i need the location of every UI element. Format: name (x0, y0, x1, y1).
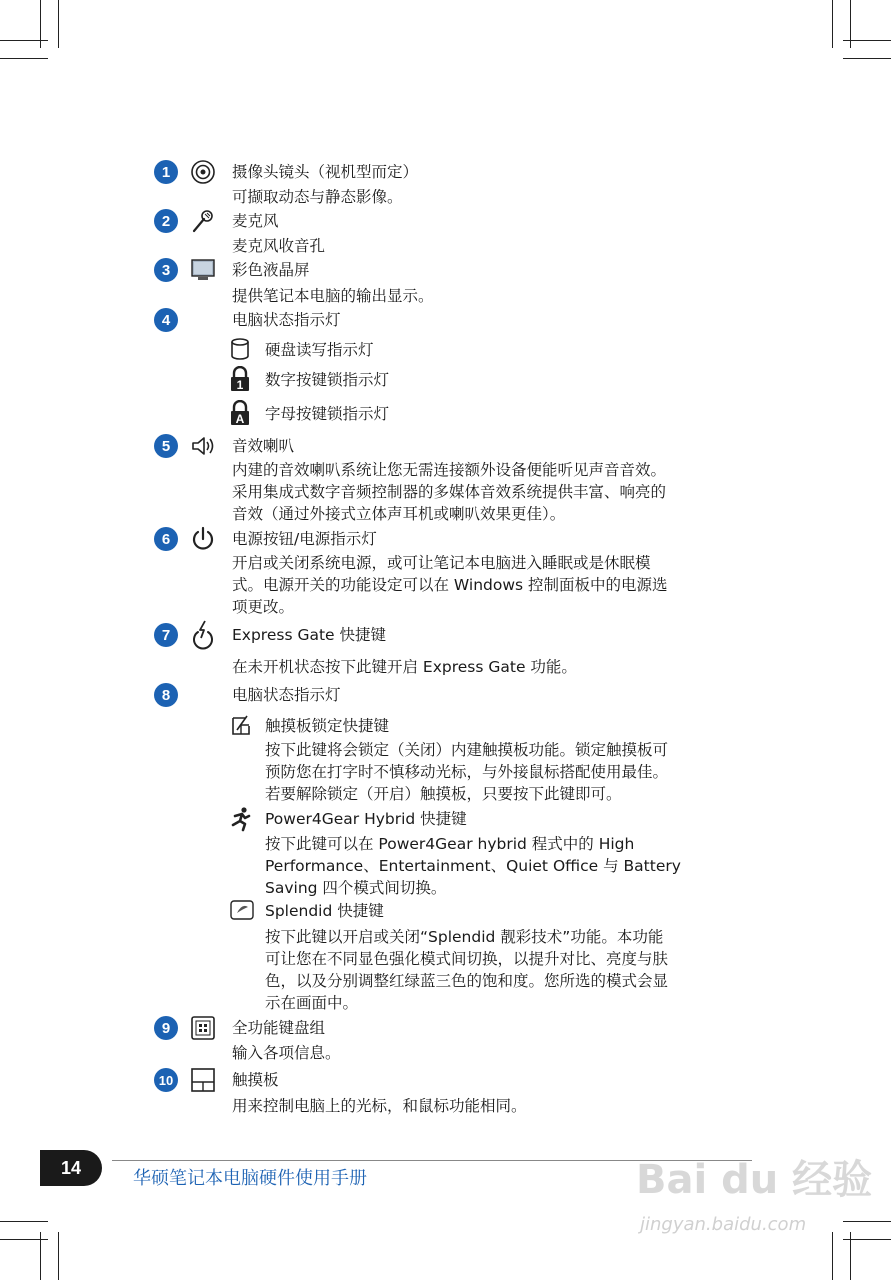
watermark-logo: Bai du 经验 (636, 1157, 873, 1203)
item-desc: 开启或关闭系统电源，或可让笔记本电脑进入睡眠或是休眠模 (232, 554, 651, 572)
crop-mark (58, 0, 59, 48)
item-title: 麦克风 (232, 212, 279, 230)
item-desc: 用来控制电脑上的光标，和鼠标功能相同。 (232, 1097, 527, 1115)
hotkey-label: Power4Gear Hybrid 快捷键 (265, 810, 467, 828)
item-desc: 采用集成式数字音频控制器的多媒体音效系统提供丰富、响亮的 (232, 483, 667, 501)
microphone-icon (190, 208, 218, 236)
status-light-label: 数字按键锁指示灯 (265, 371, 390, 389)
touchpad-icon (190, 1067, 218, 1095)
crop-mark (843, 1239, 891, 1240)
item-desc: 提供笔记本电脑的输出显示。 (232, 287, 434, 305)
footer-title: 华硕笔记本电脑硬件使用手册 (133, 1168, 367, 1189)
item-number: 9 (154, 1016, 178, 1040)
hotkey-desc: Performance、Entertainment、Quiet Office 与 Battery (265, 857, 681, 875)
item-title: 触摸板 (232, 1071, 279, 1089)
hotkey-desc: 可让您在不同显色强化模式间切换，以提升对比、亮度与肤 (265, 950, 669, 968)
hotkey-desc: 按下此键可以在 Power4Gear hybrid 程式中的 High (265, 835, 635, 853)
crop-mark (0, 1221, 48, 1222)
power4gear-icon (229, 806, 255, 832)
splendid-icon (229, 899, 255, 925)
crop-mark (0, 58, 48, 59)
item-number: 4 (154, 308, 178, 332)
keyboard-icon (190, 1015, 218, 1043)
item-number: 3 (154, 258, 178, 282)
svg-text:A: A (235, 412, 245, 426)
item-number: 1 (154, 160, 178, 184)
power-icon (190, 526, 218, 554)
item-desc: 内建的音效喇叭系统让您无需连接额外设备便能听见声音音效。 (232, 461, 667, 479)
crop-mark (843, 58, 891, 59)
watermark-url: jingyan.baidu.com (640, 1214, 807, 1235)
crop-mark (832, 0, 833, 48)
item-title: 摄像头镜头（视机型而定） (232, 163, 419, 181)
crop-mark (0, 40, 48, 41)
item-desc: 在未开机状态按下此键开启 Express Gate 功能。 (232, 658, 577, 676)
crop-mark (0, 1239, 48, 1240)
hotkey-desc: 色，以及分别调整红绿蓝三色的饱和度。您所选的模式会显 (265, 972, 669, 990)
status-light-label: 硬盘读写指示灯 (265, 341, 374, 359)
crop-mark (832, 1232, 833, 1280)
item-title: 电源按钮/电源指示灯 (232, 530, 377, 548)
item-title: 全功能键盘组 (232, 1019, 326, 1037)
caps-lock-icon (229, 400, 255, 426)
hotkey-desc: 按下此键以开启或关闭“Splendid 靓彩技术”功能。本功能 (265, 928, 664, 946)
touchpad-lock-icon (229, 714, 255, 740)
express-gate-icon (190, 620, 218, 648)
svg-text:1: 1 (236, 378, 244, 392)
item-desc: 式。电源开关的功能设定可以在 Windows 控制面板中的电源选 (232, 576, 668, 594)
item-desc: 项更改。 (232, 598, 295, 616)
item-title: 音效喇叭 (232, 437, 295, 455)
item-number: 2 (154, 209, 178, 233)
num-lock-icon (229, 366, 255, 392)
hotkey-desc: Saving 四个模式间切换。 (265, 879, 447, 897)
item-number: 6 (154, 527, 178, 551)
item-desc: 音效（通过外接式立体声耳机或喇叭效果更佳）。 (232, 505, 566, 523)
item-title: Express Gate 快捷键 (232, 626, 387, 644)
status-light-label: 字母按键锁指示灯 (265, 405, 390, 423)
hotkey-desc: 预防您在打字时不慎移动光标，与外接鼠标搭配使用最佳。 (265, 763, 669, 781)
item-title: 电脑状态指示灯 (232, 311, 341, 329)
hotkey-label: 触摸板锁定快捷键 (265, 717, 390, 735)
hotkey-desc: 若要解除锁定（开启）触摸板，只要按下此键即可。 (265, 785, 622, 803)
hotkey-desc: 按下此键将会锁定（关闭）内建触摸板功能。锁定触摸板可 (265, 741, 669, 759)
item-desc: 输入各项信息。 (232, 1044, 341, 1062)
crop-mark (843, 1221, 891, 1222)
crop-mark (843, 40, 891, 41)
item-desc: 麦克风收音孔 (232, 237, 326, 255)
item-desc: 可撷取动态与静态影像。 (232, 188, 403, 206)
hotkey-label: Splendid 快捷键 (265, 902, 384, 920)
item-number: 7 (154, 623, 178, 647)
crop-mark (58, 1232, 59, 1280)
hotkey-desc: 示在画面中。 (265, 994, 359, 1012)
item-number: 5 (154, 434, 178, 458)
item-number: 8 (154, 683, 178, 707)
page-number: 14 (40, 1150, 102, 1186)
item-number: 10 (154, 1068, 178, 1092)
item-title: 彩色液晶屏 (232, 261, 310, 279)
speaker-icon (190, 433, 218, 461)
hdd-icon (229, 337, 255, 363)
camera-icon (190, 159, 218, 187)
lcd-monitor-icon (190, 257, 218, 285)
item-title: 电脑状态指示灯 (232, 686, 341, 704)
